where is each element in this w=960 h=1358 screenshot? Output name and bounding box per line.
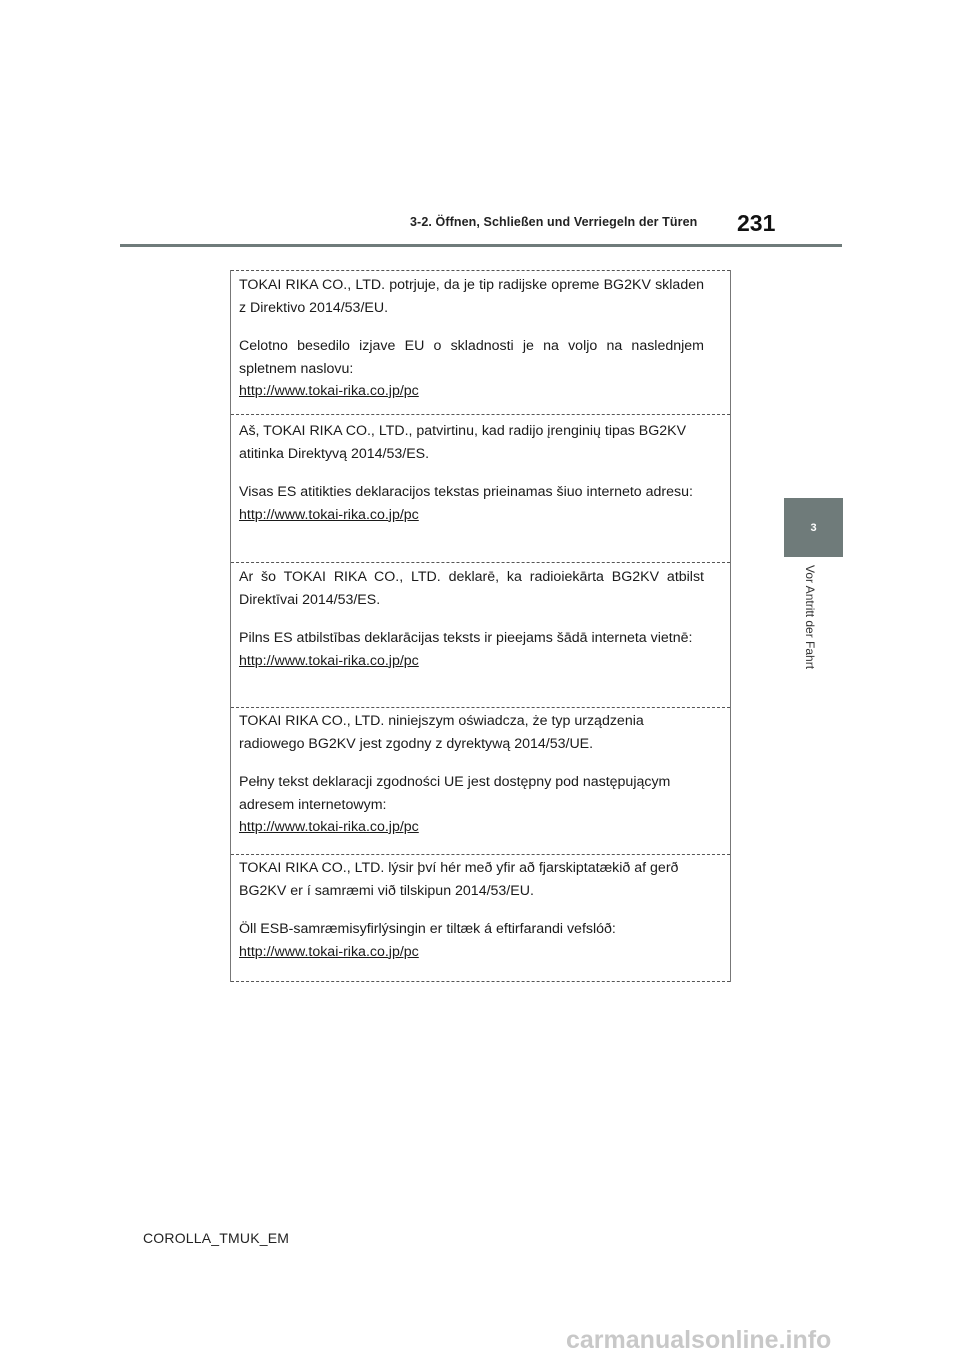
separator xyxy=(231,854,730,855)
separator xyxy=(231,707,730,708)
declaration-url-link[interactable]: http://www.tokai-rika.co.jp/pc xyxy=(239,819,419,835)
declaration-url-link[interactable]: http://www.tokai-rika.co.jp/pc xyxy=(239,383,419,399)
declaration-url-link[interactable]: http://www.tokai-rika.co.jp/pc xyxy=(239,506,419,523)
chapter-number: 3 xyxy=(810,521,817,534)
declaration-url-link[interactable]: http://www.tokai-rika.co.jp/pc xyxy=(239,652,419,669)
declaration-availability: Pełny tekst deklaracji zgodności UE jest dostępny pod następującym adresem internetowym: xyxy=(239,774,671,813)
declaration-latvian xyxy=(231,566,730,672)
declaration-availability: Celotno besedilo izjave EU o skladnosti je na voljo na naslednjem spletnem naslovu: xyxy=(239,338,704,377)
declaration-slovenian xyxy=(231,274,730,403)
page-header xyxy=(0,0,960,250)
declarations-box xyxy=(230,270,731,982)
declaration-availability: Öll ESB-samræmisyfirlýsingin er tiltæk á eftirfarandi vefslóð: xyxy=(239,921,616,937)
watermark: carmanualsonline.info xyxy=(566,1326,832,1354)
declaration-availability: Visas ES atitikties deklaracijos tekstas prieinamas šiuo interneto adresu: xyxy=(239,484,693,500)
declaration-statement: TOKAI RIKA CO., LTD. lýsir því hér með yfir að fjarskiptatækið af gerð BG2KV er í samræmi við tilskipun 2014/53/EU. xyxy=(239,860,679,899)
document-code: COROLLA_TMUK_EM xyxy=(143,1230,290,1246)
page-number: 231 xyxy=(737,210,776,236)
header-rule xyxy=(120,244,842,247)
declaration-statement: TOKAI RIKA CO., LTD. potrjuje, da je tip radijske opreme BG2KV skladen z Direktivo 2014/53/EU. xyxy=(239,277,704,316)
declaration-lithuanian xyxy=(231,420,730,526)
declaration-statement: Ar šo TOKAI RIKA CO., LTD. deklarē, ka radioiekārta BG2KV atbilst Direktīvai 2014/53/ES. xyxy=(239,569,704,608)
section-title: 3-2. Öffnen, Schließen und Verriegeln der Türen xyxy=(410,215,698,229)
chapter-tab[interactable] xyxy=(784,498,843,557)
declaration-statement: TOKAI RIKA CO., LTD. niniejszym oświadcza, że typ urządzenia radiowego BG2KV jest zgodny z dyrektywą 2014/53/UE. xyxy=(239,713,644,752)
declaration-polish xyxy=(231,710,730,839)
separator-top xyxy=(231,270,730,271)
declaration-statement: Aš, TOKAI RIKA CO., LTD., patvirtinu, kad radijo įrenginių tipas BG2KV atitinka Direktyvą 2014/53/ES. xyxy=(239,423,687,462)
declaration-url-link[interactable]: http://www.tokai-rika.co.jp/pc xyxy=(239,943,419,960)
separator xyxy=(231,562,730,563)
chapter-label: Vor Antritt der Fahrt xyxy=(803,565,817,670)
separator xyxy=(231,414,730,415)
separator-bottom xyxy=(231,981,730,982)
declaration-icelandic xyxy=(231,857,730,963)
declaration-availability: Pilns ES atbilstības deklarācijas teksts ir pieejams šādā interneta vietnē: xyxy=(239,630,693,646)
